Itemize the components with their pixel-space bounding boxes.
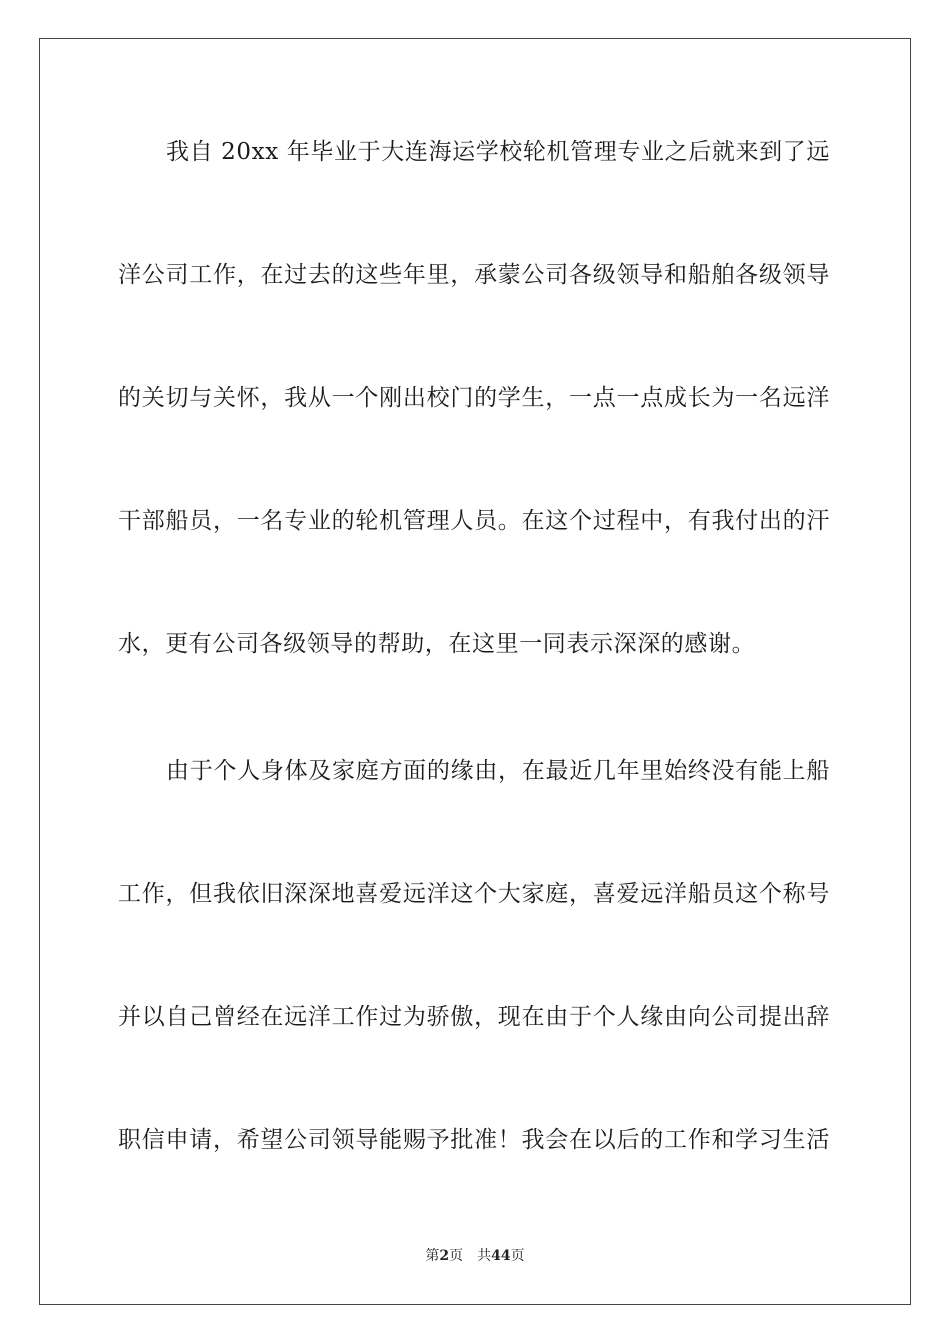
paragraph-1-line-2: 洋公司工作，在过去的这些年里，承蒙公司各级领导和船舶各级领导 [118, 262, 830, 288]
paragraph-1-line-3: 的关切与关怀，我从一个刚出校门的学生，一点一点成长为一名远洋 [118, 385, 830, 411]
footer-page-current: 2 [439, 1248, 450, 1264]
footer-page-prefix: 第 [425, 1248, 440, 1264]
paragraph-1-line-4: 干部船员，一名专业的轮机管理人员。在这个过程中，有我付出的汗 [118, 508, 830, 534]
paragraph-2-line-4: 职信申请，希望公司领导能赐予批准！我会在以后的工作和学习生活 [118, 1127, 830, 1153]
paragraph-1-line-5: 水，更有公司各级领导的帮助，在这里一同表示深深的感谢。 [118, 631, 756, 657]
paragraph-2-line-2: 工作，但我依旧深深地喜爱远洋这个大家庭，喜爱远洋船员这个称号 [118, 881, 830, 907]
paragraph-2-line-3: 并以自己曾经在远洋工作过为骄傲，现在由于个人缘由向公司提出辞 [118, 1004, 830, 1030]
footer-page-total: 44 [491, 1248, 511, 1264]
paragraph-2-line-1: 由于个人身体及家庭方面的缘由，在最近几年里始终没有能上船 [166, 758, 830, 784]
footer-total-prefix: 共 [477, 1248, 492, 1264]
page-border [39, 38, 911, 1305]
footer-page-suffix: 页 [449, 1248, 464, 1264]
footer-total-suffix: 页 [510, 1248, 525, 1264]
paragraph-1-line-1: 我自 20xx 年毕业于大连海运学校轮机管理专业之后就来到了远 [166, 139, 830, 165]
page-footer [0, 1247, 950, 1265]
